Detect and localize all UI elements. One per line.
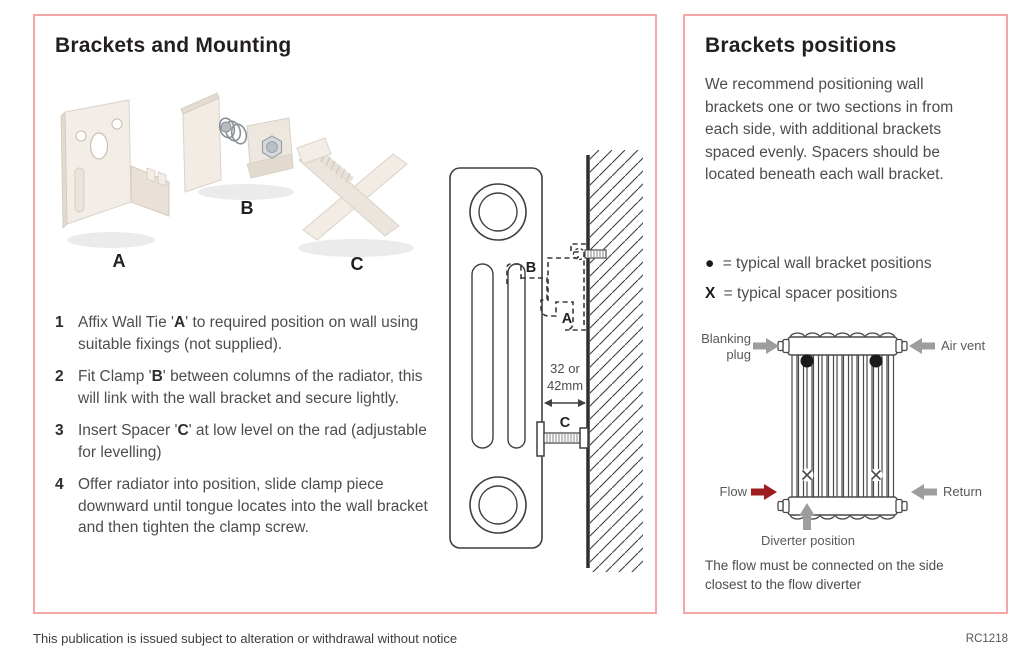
- photo-label-a: A: [112, 251, 126, 271]
- diagram-label-b: B: [525, 260, 537, 276]
- step-number: 3: [55, 422, 64, 439]
- radiator-positions-diagram: [695, 325, 1007, 553]
- mounting-diagram-drawing: [443, 150, 645, 574]
- step-text: Offer radiator into position, slide clamp piece downward until tongue locates into the wall bracket and then tighten the clamp screw.: [78, 476, 428, 536]
- dimension-text-line2: 42mm: [546, 378, 584, 393]
- blanking-plug-arrow: [753, 338, 779, 354]
- instruction-step: [55, 420, 431, 463]
- flow-note: The flow must be connected on the side closest to the flow diverter: [705, 558, 944, 592]
- wall-tie-a-photo: [61, 100, 169, 271]
- clamp-b-photo: [181, 93, 294, 218]
- fixing-screw: [585, 250, 606, 258]
- brackets-mounting-panel: [33, 14, 657, 614]
- air-vent-arrow: [909, 338, 935, 354]
- diverter-position-label: Diverter position: [761, 533, 855, 548]
- page-title: Brackets and Mounting: [55, 34, 292, 57]
- instruction-step: [55, 312, 431, 355]
- legend-wall-bracket: [705, 254, 997, 274]
- diagram-label-a: A: [561, 311, 573, 327]
- step-number: 4: [55, 476, 64, 493]
- footer-disclaimer: This publication is issued subject to alteration or withdrawal without notice: [33, 631, 458, 646]
- step-text: Affix Wall Tie 'A' to required position on wall using suitable fixings (not supplied).: [78, 314, 419, 353]
- flow-arrow: [751, 484, 777, 500]
- instruction-step: [55, 366, 431, 409]
- bracket-photos-illustration: [51, 84, 446, 296]
- step-text: Insert Spacer 'C' at low level on the rad (adjustable for levelling): [78, 422, 427, 461]
- blanking-plug-label: Blanking plug: [701, 331, 751, 362]
- return-label: Return: [943, 484, 983, 499]
- legend: [705, 254, 997, 314]
- return-arrow: [911, 484, 937, 500]
- instruction-step: [55, 474, 431, 539]
- wall-bracket-position-dot: [801, 355, 814, 368]
- legend-text: = typical wall bracket positions: [722, 255, 932, 272]
- dimension-arrow: [544, 399, 586, 407]
- photo-label-b: B: [240, 198, 254, 218]
- legend-text: = typical spacer positions: [723, 285, 898, 302]
- wall-hatching: [590, 150, 643, 572]
- photo-label-c: C: [350, 254, 364, 274]
- instruction-list: [55, 312, 431, 539]
- mounting-diagram: [443, 150, 645, 579]
- step-number: 1: [55, 314, 64, 331]
- brackets-positions-panel: [683, 14, 1008, 614]
- document-code: RC1218: [965, 633, 1008, 645]
- spacer-position-x: [870, 469, 883, 482]
- bracket-photos: [51, 84, 446, 301]
- step-text: Fit Clamp 'B' between columns of the radiator, this will link with the wall bracket and secure lightly.: [78, 368, 423, 407]
- legend-spacer: [705, 284, 997, 304]
- bracket-dot-symbol: ●: [705, 255, 715, 272]
- spacer-c-photo: [297, 138, 414, 274]
- spacer-position-x: [801, 469, 814, 482]
- step-number: 2: [55, 368, 64, 385]
- air-vent-label: Air vent: [941, 338, 986, 353]
- radiator-side-view: [450, 168, 542, 548]
- positions-paragraph: We recommend positioning wall brackets one or two sections in from each side, with additional brackets spaced evenly. Spacers should be located beneath each wall bracket.: [705, 76, 954, 183]
- wall-bracket-position-dot: [870, 355, 883, 368]
- diagram-label-c: C: [559, 415, 571, 431]
- dimension-text-line1: 32 or: [550, 361, 580, 376]
- spacer-x-symbol: X: [705, 285, 716, 302]
- section-title: Brackets positions: [705, 34, 897, 57]
- flow-label: Flow: [719, 484, 747, 499]
